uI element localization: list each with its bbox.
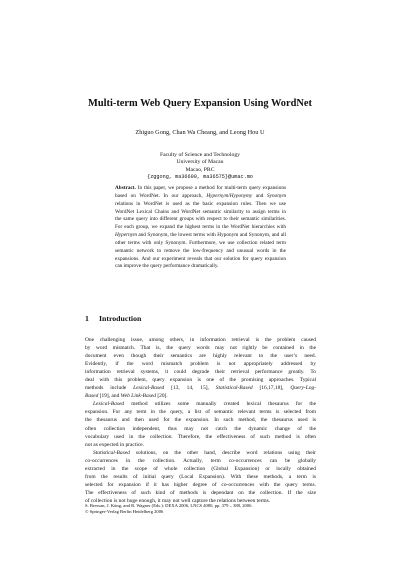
body-line: methods include Lexical-Based [13, 14, 15], Statistical-Based [16,17,18], Query-Log- (85, 385, 317, 392)
body-line: Lexical-Based method utilizes some manually created lexical thesaurus for the (93, 401, 316, 408)
abstract-line: For each group, we expand the highest terms in the WordNet hierarchies with (115, 224, 286, 231)
affiliation-block (0, 152, 400, 181)
abstract-line: other terms with only Synonym. Furthermore, we use collection related term (115, 239, 286, 246)
body-line: The effectiveness of such kind of methods is dependant on the collection. If the size (85, 489, 316, 496)
body-line: by word mismatch. That is, the query words may not rightly be contained in the (85, 345, 316, 352)
body-line: Statistical-Based solutions, on the other hand, describe word relations using their (93, 449, 316, 456)
abstract-line: Abstract. In this paper, we propose a method for multi-term query expansions (115, 185, 286, 191)
body-line: of collection is not huge enough, it may not well capture the relations between terms. (85, 497, 271, 504)
body-line: vocabulary used in the collection. Therefore, the effectiveness of such method is often (85, 433, 316, 440)
abstract-line: semantic network to remove the low-frequency and unusual words in the (115, 247, 286, 254)
body-line: Based [19], and Web Link-Based [20]. (85, 393, 168, 400)
abstract-line: based on WordNet. In our approach, Hypernym/Hyponymy and Synonym (115, 192, 286, 199)
body-line: One challenging issue, among others, in information retrieval is the problem caused (85, 337, 316, 343)
section-heading (85, 314, 141, 323)
affiliation-university: University of Macau (176, 159, 224, 166)
abstract-line: the same query into different groups with respect to their semantic similarities. (115, 216, 286, 223)
abstract-line: can improve the query performance dramatically. (115, 263, 219, 270)
abstract-line: WordNet Lexical Chains and WordNet semantic similarity to assign terms in (115, 208, 286, 215)
body-line: deal with this problem, query expansion is one of the promising approaches. Typical (85, 377, 316, 384)
abstract-line: expansions. And our experiment reveals that our solution for query expansion (115, 255, 286, 262)
body-line: information retrieval systems, it could degrade their retrieval performance greatly. To (85, 369, 316, 376)
section-title: Introduction (99, 314, 142, 323)
body-line: co-occurrences in the collection. Actually, term co-occurrences can be globally (85, 457, 316, 464)
body-line: the thesaurus and then used for the expansion. In such method, the thesaurus used is (85, 417, 316, 424)
body-line: from the results of initial query (Local Expansion). With these methods, a term is (85, 473, 316, 480)
body-text (85, 336, 316, 505)
affiliation-emails: {zggong, ma36600, ma36575}@umac.mo (147, 173, 253, 180)
copyright-line: © Springer-Verlag Berlin Heidelberg 2006 (85, 509, 164, 515)
citation-line: S. Bressan, J. Küng, and R. Wagner (Eds.): DEXA 2006, LNCS 4080, pp. 379 – 388, 2006. (85, 503, 253, 508)
section-number: 1 (85, 314, 89, 323)
abstract (115, 185, 286, 271)
body-line: document even though their semantics are highly relevant to the user’s need. (85, 353, 316, 360)
body-line: selected for expansion if it has higher degree of co-occurrences with the query terms. (85, 481, 316, 488)
abstract-line: relations in WordNet is used as the basic expansion rules. Then we use (115, 200, 286, 207)
abstract-line: Hypernym and Synonym, the lowest terms with Hyponym and Synonym, and all (115, 232, 286, 239)
body-line: extracted in the scope of whole collection (Global Expansion) or locally obtained (85, 465, 316, 472)
abstract-label: Abstract. (115, 185, 136, 191)
paper-title: Multi-term Web Query Expansion Using WordNet (88, 98, 312, 109)
body-line: expansion. For any term in the query, a list of semantic relevant terms is selected from (85, 409, 316, 416)
body-line: Evidently, if the word mismatch problem is not appropriately addressed by (85, 361, 316, 368)
affiliation-city: Macao, PRC (185, 166, 215, 173)
footnote (85, 503, 316, 516)
affiliation-dept: Faculty of Science and Technology (159, 152, 241, 158)
body-line: often collection independent, thus may not catch the dynamic change of the (85, 425, 316, 432)
paper-authors: Zhiguo Gong, Chan Wa Cheang, and Leong Hou U (135, 129, 265, 136)
body-line: not as expected in practice. (85, 441, 145, 448)
